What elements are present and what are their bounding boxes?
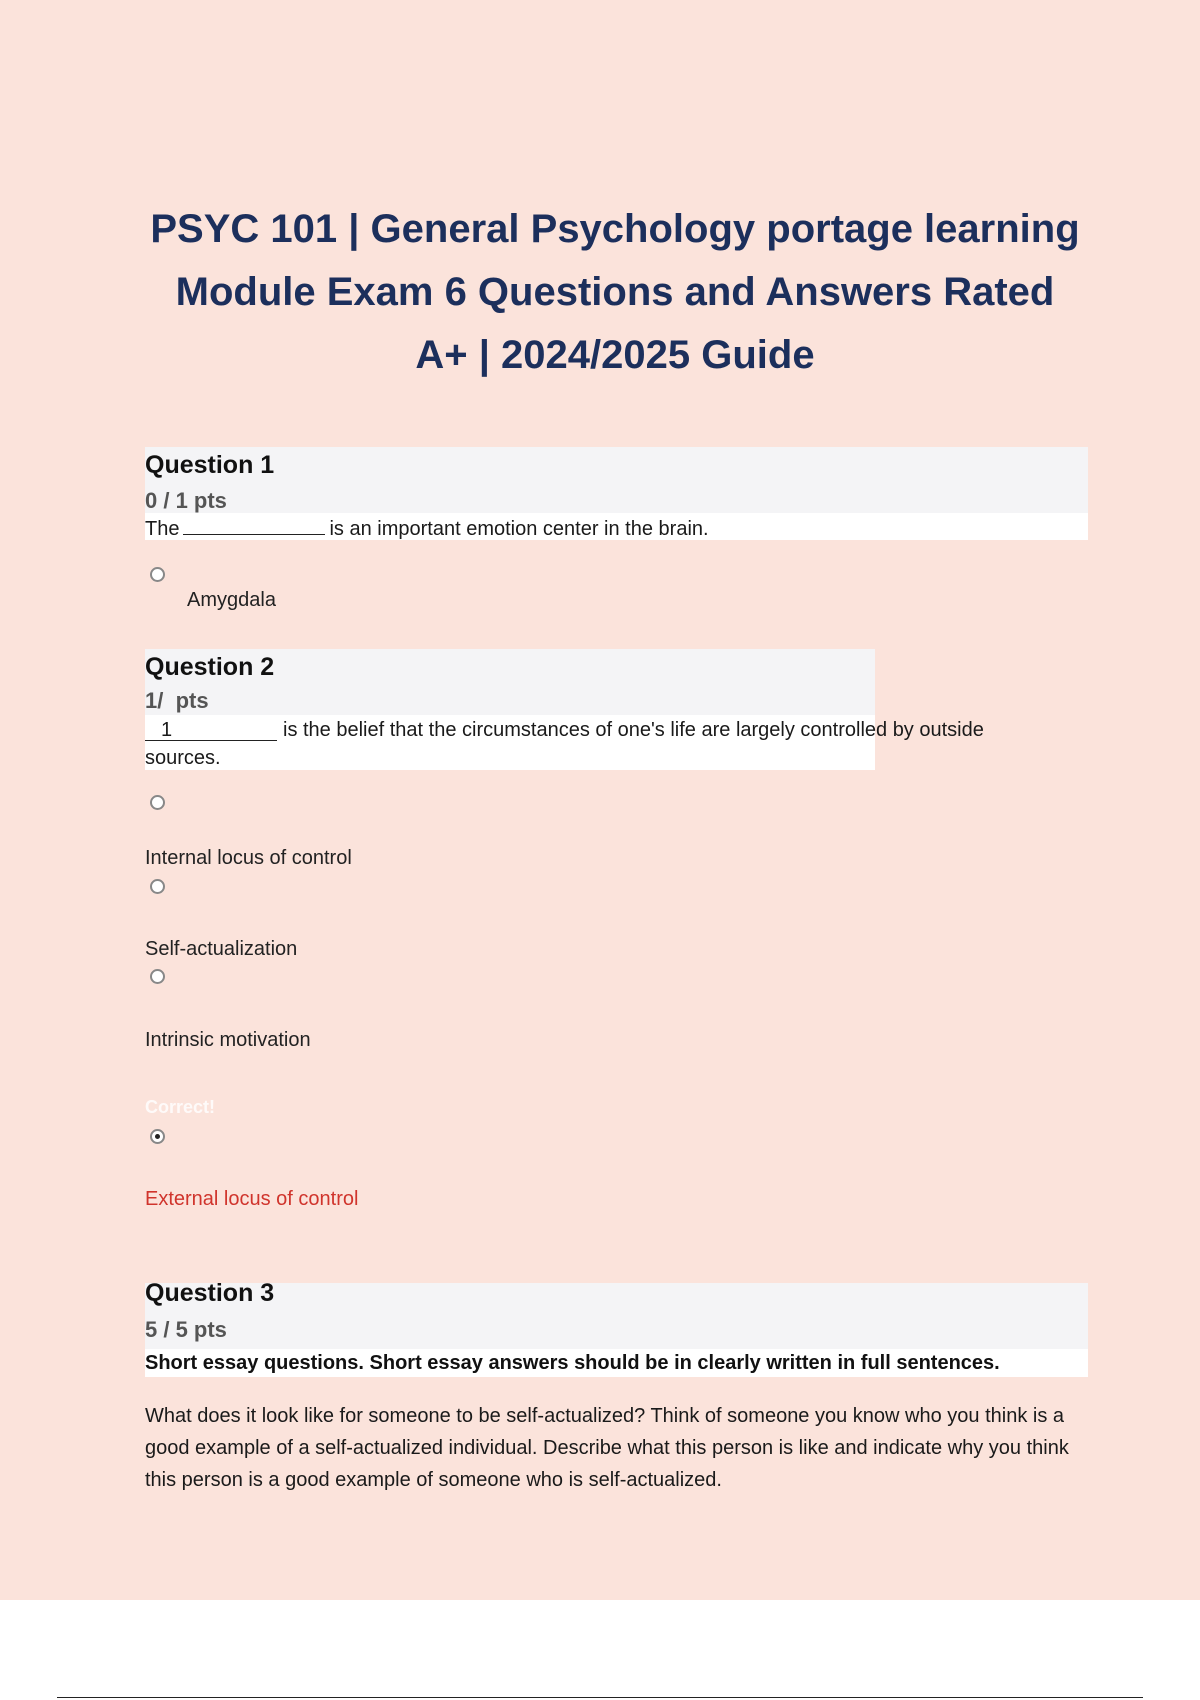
question-2-correct-option-label[interactable]: External locus of control [145, 1188, 359, 1210]
question-3-header-panel [145, 1283, 1088, 1349]
question-1-points: 0 / 1 pts [145, 488, 227, 513]
question-3-heading: Question 3 [145, 1279, 275, 1307]
question-2-blank: 1 [145, 720, 277, 741]
question-3-instruction: Short essay questions. Short essay answers should be in clearly written in full sentences. [145, 1352, 1000, 1374]
footer-divider [57, 1697, 1143, 1698]
question-2-heading: Question 2 [145, 653, 275, 681]
question-1-blank [183, 516, 325, 535]
document-title: PSYC 101 | General Psychology portage learning Module Exam 6 Questions and Answers Rated A+ | 2024/2025 Guide [150, 207, 1080, 377]
question-1-text [145, 515, 709, 543]
question-3-prompt: What does it look like for someone to be self-actualized? Think of someone you know who you think is a good example of a self-actualized individual. Describe what this person is like and indicate why you think this person is a good example of someone who is self-actualized. [145, 1405, 1069, 1491]
question-3-points: 5 / 5 pts [145, 1317, 227, 1342]
question-1-option-1-label[interactable]: Amygdala [187, 589, 276, 611]
question-2-option-1-label[interactable]: Internal locus of control [145, 847, 352, 869]
question-2-option-3-radio[interactable] [150, 969, 165, 984]
question-2-text-wrap: sources. [145, 747, 221, 769]
question-2-text [145, 716, 1095, 744]
question-2-correct-radio[interactable] [150, 1129, 165, 1144]
question-1-text-before: The [145, 518, 180, 540]
question-2-option-1-radio[interactable] [150, 795, 165, 810]
question-2-option-2-radio[interactable] [150, 879, 165, 894]
question-1-text-after: is an important emotion center in the brain. [329, 518, 709, 540]
question-1-option-1-radio[interactable] [150, 567, 165, 582]
question-2-option-2-label[interactable]: Self-actualization [145, 938, 298, 960]
question-1-header-panel [145, 447, 1088, 513]
correct-answer-label: Correct! [145, 1097, 216, 1117]
question-2-points: 1/ pts [145, 688, 209, 713]
question-2-text-after: is the belief that the circumstances of one's life are largely controlled by outside [283, 719, 984, 741]
question-2-option-3-label[interactable]: Intrinsic motivation [145, 1029, 311, 1051]
question-1-heading: Question 1 [145, 451, 275, 479]
